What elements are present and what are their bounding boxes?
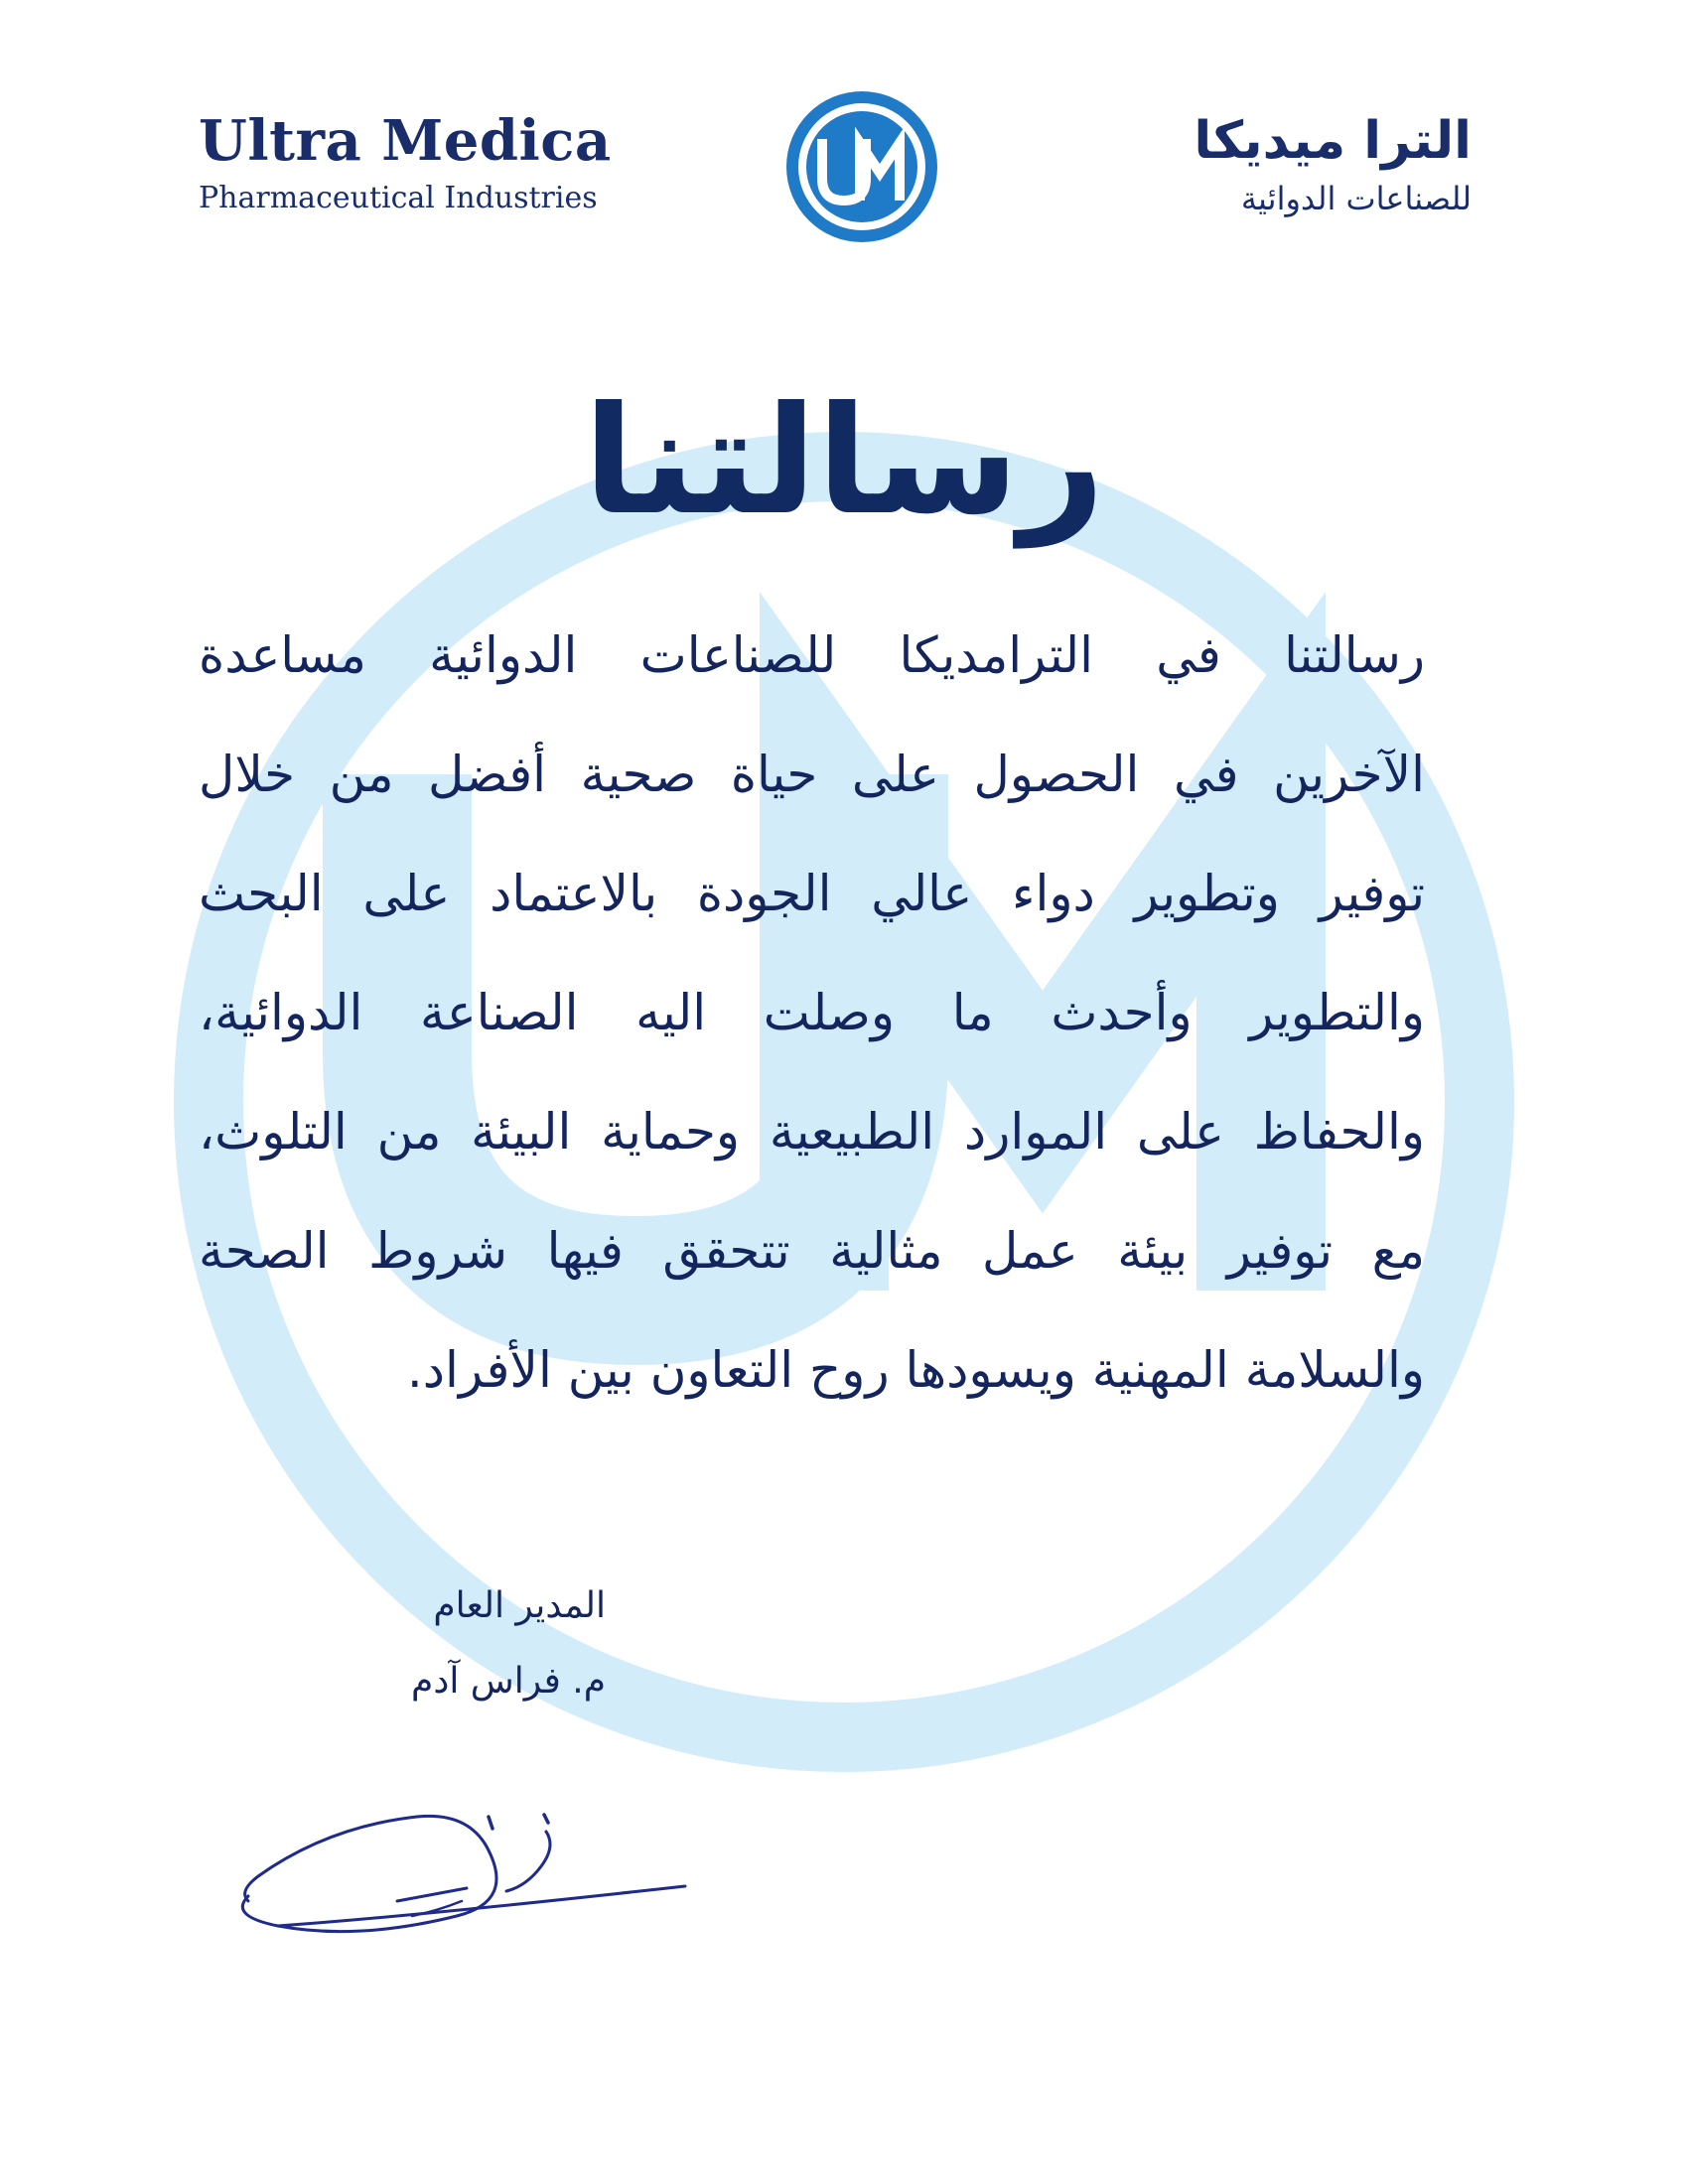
signatory-name: م. فراس آدم: [411, 1661, 606, 1702]
um-logo-icon: [782, 87, 941, 246]
signatory-title: المدير العام: [433, 1585, 606, 1626]
page-title: رسالتنا: [583, 375, 1105, 548]
signature-block: [367, 1569, 606, 1719]
brand-subtitle-en: Pharmaceutical Industries: [199, 181, 598, 215]
paragraph-line: والحفاظ على الموارد الطبيعية وحماية البيئة من التلوث،: [199, 1103, 1425, 1160]
brand-name-ar: الترا ميديكا: [1194, 111, 1472, 171]
paragraph-line: مع توفير بيئة عمل مثالية تتحقق فيها شروط الصحة: [199, 1222, 1425, 1280]
paragraph-line: رسالتنا في الترامديكا للصناعات الدوائية مساعدة: [199, 626, 1425, 684]
brand-name-en: Ultra Medica: [199, 108, 612, 174]
mission-paragraph: [199, 615, 1425, 1449]
paragraph-line: توفير وتطوير دواء عالي الجودة بالاعتماد على البحث: [199, 865, 1425, 922]
handwritten-signature-icon: [218, 1777, 715, 1956]
paragraph-line: والتطوير وأحدث ما وصلت اليه الصناعة الدوائية،: [199, 984, 1425, 1041]
header-english: [199, 109, 616, 218]
paragraph-line: الآخرين في الحصول على حياة صحية أفضل من خلال: [199, 746, 1425, 803]
paragraph-line: والسلامة المهنية ويسودها روح التعاون بين الأفراد.: [406, 1341, 1425, 1399]
header-arabic: [1055, 107, 1472, 220]
brand-subtitle-ar: للصناعات الدوائية: [1240, 180, 1472, 217]
